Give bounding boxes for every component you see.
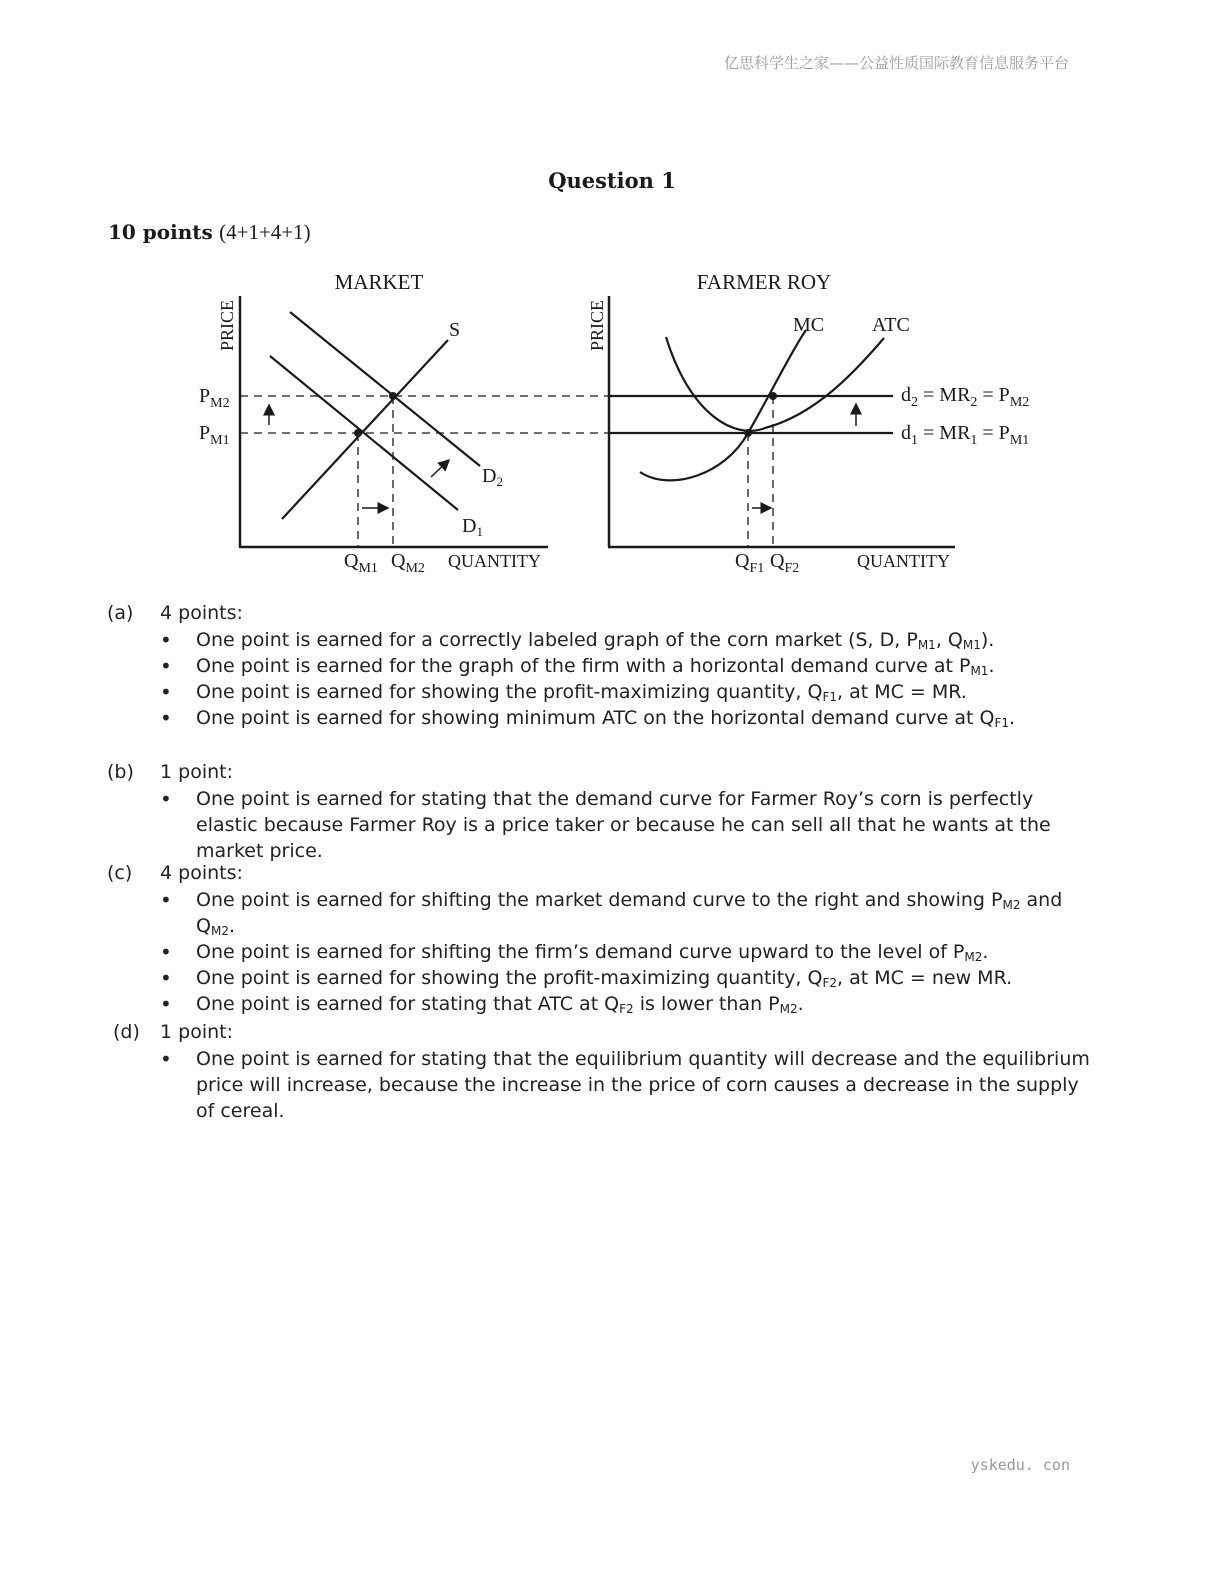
farmer-graph bbox=[587, 270, 1029, 576]
scoring-bullet bbox=[160, 965, 1100, 991]
bullet-text: One point is earned for a correctly labeled graph of the corn market (S, D, P bbox=[196, 629, 918, 651]
bullet-text: One point is earned for showing the profit-maximizing quantity, Q bbox=[196, 681, 823, 703]
bullet-text: , Q bbox=[935, 629, 963, 651]
part-label: (b) bbox=[107, 761, 134, 783]
bullet-text: , at MC = new MR. bbox=[837, 967, 1013, 989]
scoring-bullet bbox=[160, 705, 1100, 731]
subscript: M2 bbox=[964, 950, 983, 964]
footer-note: yskedu. con bbox=[970, 1456, 1070, 1474]
farmer-point-1 bbox=[744, 429, 752, 437]
subscript: F1 bbox=[994, 716, 1009, 730]
bullet-text: and Q bbox=[196, 889, 1063, 937]
mc-curve bbox=[640, 330, 806, 480]
points-line bbox=[108, 220, 311, 245]
bullet-text: . bbox=[1008, 707, 1016, 729]
bullet-text: . bbox=[228, 915, 236, 937]
subscript: F2 bbox=[822, 976, 837, 990]
qm2-label: $Q_{M2}$ bbox=[391, 550, 425, 576]
market-equilibrium-1 bbox=[354, 429, 362, 437]
part-bullets bbox=[160, 786, 1100, 864]
scoring-bullet bbox=[160, 1046, 1100, 1124]
subscript: M1 bbox=[917, 638, 936, 652]
market-equilibrium-2 bbox=[389, 392, 397, 400]
subscript: M1 bbox=[962, 638, 981, 652]
bullet-text: One point is earned for showing minimum ATC on the horizontal demand curve at Q bbox=[196, 707, 995, 729]
scoring-bullet bbox=[160, 627, 1100, 653]
bullet-text: , at MC = MR. bbox=[837, 681, 967, 703]
demand-shift-arrow-icon bbox=[431, 460, 449, 477]
supply-label: S bbox=[449, 319, 461, 341]
bullet-text: One point is earned for the graph of the firm with a horizontal demand curve at P bbox=[196, 655, 971, 677]
bullet-text: One point is earned for stating that the equilibrium quantity will decrease and the equilibrium price will increase, because the increase in the price of corn causes a decrease in the supply of cereal. bbox=[196, 1048, 1090, 1122]
scoring-bullet bbox=[160, 679, 1100, 705]
scoring-bullet bbox=[160, 939, 1100, 965]
question-title: Question 1 bbox=[548, 168, 676, 193]
d1-label: $d_1 = MR_1 = P_{M1}$ bbox=[901, 422, 1030, 448]
scoring-bullet bbox=[160, 991, 1100, 1017]
points-breakdown: (4+1+4+1) bbox=[219, 220, 311, 244]
subscript: M1 bbox=[970, 664, 989, 678]
pm2-label: $P_{M2}$ bbox=[199, 385, 230, 411]
bullet-text: One point is earned for showing the profit-maximizing quantity, Q bbox=[196, 967, 823, 989]
farmer-x-axis-label: QUANTITY bbox=[857, 551, 950, 571]
market-title: MARKET bbox=[334, 270, 424, 294]
bullet-text: . bbox=[982, 941, 989, 963]
subscript: M2 bbox=[1002, 898, 1021, 912]
bullet-text: is lower than P bbox=[633, 993, 780, 1015]
part-label: (c) bbox=[107, 862, 133, 884]
demand1-label: $D_1$ bbox=[462, 515, 483, 539]
bullet-text: One point is earned for stating that ATC at Q bbox=[196, 993, 620, 1015]
demand2-label: $D_2$ bbox=[482, 465, 503, 489]
market-y-axis-label: PRICE bbox=[217, 299, 237, 351]
qf1-label: $Q_{F1}$ bbox=[735, 550, 765, 576]
part-bullets bbox=[160, 1046, 1100, 1124]
part-points: 4 points: bbox=[160, 862, 243, 884]
d2-label: $d_2 = MR_2 = P_{M2}$ bbox=[901, 384, 1030, 410]
pm1-label: $P_{M1}$ bbox=[199, 422, 230, 448]
qf2-label: $Q_{F2}$ bbox=[770, 550, 800, 576]
farmer-title: FARMER ROY bbox=[696, 270, 832, 294]
part-points: 4 points: bbox=[160, 602, 243, 624]
scoring-bullet bbox=[160, 653, 1100, 679]
part-label: (a) bbox=[107, 602, 134, 624]
part-points: 1 point: bbox=[160, 761, 233, 783]
part-label: (d) bbox=[113, 1021, 140, 1043]
bullet-text: One point is earned for stating that the demand curve for Farmer Roy’s corn is perfectly elastic because Farmer Roy is a price taker or because he can sell all that he wants at the market price. bbox=[196, 788, 1051, 862]
farmer-point-2 bbox=[769, 392, 777, 400]
bullet-text: . bbox=[797, 993, 804, 1015]
farmer-y-axis-label: PRICE bbox=[587, 299, 607, 351]
bullet-text: One point is earned for shifting the firm’s demand curve upward to the level of P bbox=[196, 941, 965, 963]
subscript: F2 bbox=[619, 1002, 634, 1016]
part-points: 1 point: bbox=[160, 1021, 233, 1043]
subscript: F1 bbox=[822, 690, 837, 704]
market-graph bbox=[199, 270, 610, 576]
bullet-text: . bbox=[988, 655, 995, 677]
points-total: 10 points bbox=[108, 220, 213, 244]
supply-curve bbox=[282, 340, 448, 519]
part-bullets bbox=[160, 887, 1100, 1017]
subscript: M2 bbox=[779, 1002, 798, 1016]
scoring-bullet bbox=[160, 887, 1100, 939]
mc-label: MC bbox=[793, 314, 825, 336]
scoring-bullet bbox=[160, 786, 1100, 864]
bullet-text: One point is earned for shifting the market demand curve to the right and showing P bbox=[196, 889, 1003, 911]
market-x-axis-label: QUANTITY bbox=[448, 551, 541, 571]
bullet-text: ). bbox=[980, 629, 995, 651]
part-bullets bbox=[160, 627, 1100, 731]
graphs-figure bbox=[0, 260, 1224, 590]
qm1-label: $Q_{M1}$ bbox=[344, 550, 378, 576]
header-note: 亿思科学生之家——公益性质国际教育信息服务平台 bbox=[723, 54, 1069, 72]
subscript: M2 bbox=[210, 924, 229, 938]
atc-label: ATC bbox=[872, 314, 910, 336]
